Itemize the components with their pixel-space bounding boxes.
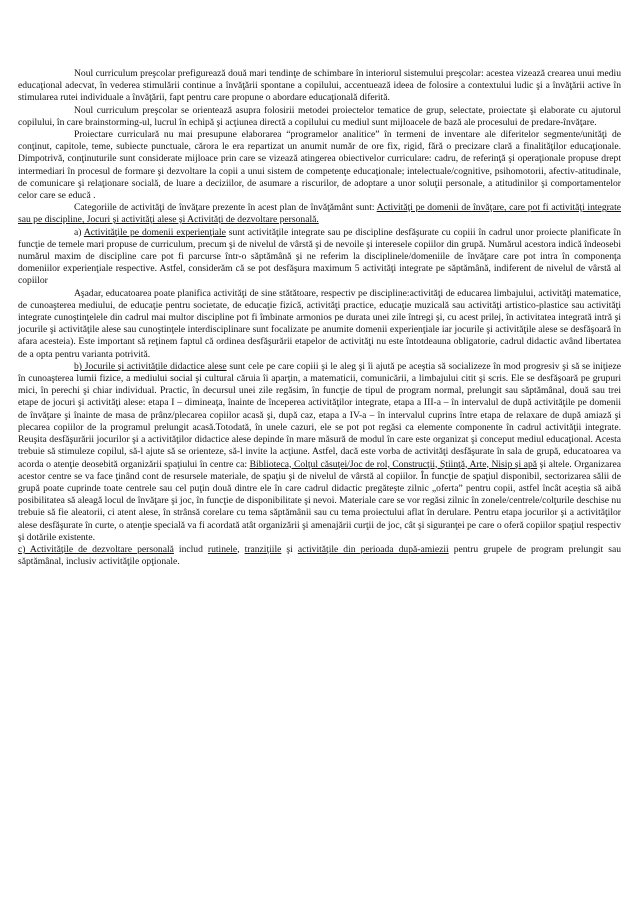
paragraph-personal-development bbox=[18, 544, 621, 568]
paragraph-text: includ bbox=[173, 543, 208, 555]
transitions-term: tranziţiile bbox=[244, 543, 282, 555]
paragraph-curricular-design bbox=[18, 129, 621, 202]
learning-centers-list: Biblioteca, Colţul căsuţei/Joc de rol, Construcţii, Ştiinţă, Arte, Nisip şi apă bbox=[249, 458, 538, 470]
games-activities-heading: b) Jocurile şi activităţile didactice alese bbox=[74, 360, 227, 372]
paragraph-text: Noul curriculum preşcolar se orientează asupra folosirii metodei proiectelor tematice de grup, selectate, proiectate şi elaborate cu ajutorul copilului, în care brainstorming-ul, lucrul în echipă şi acţiunea directă a copilului cu mediul sunt mijloacele de bază ale procesului de predare-învăţare. bbox=[18, 104, 621, 128]
paragraph-text: Aşadar, educatoarea poate planifica activităţi de sine stătătoare, respectiv pe discipline:activităţi de educarea limbajului, activităţi matematice, de cunoaşterea mediului, de educaţie pentru societate, de educaţie fizică, activităţi practice, educaţie muzicală sau activităţi artistico-plastice sau activităţi integrate cunoştinţelele din cadrul mai multor discipline pot fi îmbinate armonios pe durata unei zile întregi şi, cu acest prilej, în activitatea integrată intră şi jocurile şi activităţile alese sau cunoştinţele interdisciplinare sunt focalizate pe anumite domenii experienţiale iar jocurile şi activităţile alese se desfăşoară în afara acesteia). Este important să reţinem faptul că ordinea desfăşurării etapelor de activităţi nu este întotdeauna obligatorie, cadrul didactic având libertatea de a opta pentru varianta potrivită. bbox=[18, 287, 621, 360]
paragraph-text: sunt cele pe care copiii şi le aleg şi îi ajută pe aceştia să socializeze în mod progresiv şi să se iniţieze în cunoaşterea lumii fizice, a mediului social şi cultural căruia îi aparţin, a matematicii, comunicării, a limbajului citit şi scris. Ele se desfăşoară pe grupuri mici, în perechi şi chiar individual. Practic, în decursul unei zile regăsim, în funcţie de tipul de program normal, prelungit sau săptămânal, două sau trei etape de jocuri şi activităţi alese: etapa I – dimineaţa, înainte de începerea activităţilor integrate, etapa a III-a – în intervalul de după activităţile pe domenii de învăţare şi înainte de masa de prânz/plecarea copiilor acasă şi, după caz, etapa a IV-a – în intervalul cuprins între etapa de relaxare de după amiază şi plecarea copiilor de la programul prelungit acasă.Totodată, în unele cazuri, ele se pot pot regăsi ca elemente componente în cadrul activităţii integrate. Reuşita desfăşurării jocurilor şi a activităţilor didactice alese depinde în mare măsură de modul în care este organizat şi conceput mediul educaţional. Acesta trebuie să stimuleze copilul, să-l ajute să se orienteze, să-l invite la acţiune. Astfel, dacă este vorba de activităţi desfăşurate în sala de grupă, educatoarea va acorda o atenţie deosebită organizării spaţiului în centre ca: bbox=[18, 360, 621, 470]
document-page bbox=[18, 68, 621, 568]
paragraph-text: Categoriile de activităţi de învăţare prezente în acest plan de învăţământ sunt: bbox=[74, 202, 377, 214]
list-marker-a: a) bbox=[74, 226, 84, 238]
paragraph-planning-activities bbox=[18, 288, 621, 361]
paragraph-text: , bbox=[237, 543, 245, 555]
paragraph-text: şi bbox=[281, 543, 298, 555]
paragraph-text: Proiectare curriculară nu mai presupune elaborarea “programelor analitice” în termeni de inventare ale diferitelor segmente/unităţi de conţinut, capitole, teme, subiecte punctuale, cărora le era repartizat un anumit număr de ore fix, rigid, fără o precizare clară a finalităţilor educaţionale. Dimpotrivă, conţinuturile sunt considerate mijloace prin care se vizează atingerea obiectivelor curriculare: cadru, de referinţă şi operaţionale propuse drept intermediari în procesul de formare şi dezvoltare la copii a unui sistem de competenţe educaţionale; intelectuale/cognitive, psihomotorii, afectiv-atitudinale, de comunicare şi relaţionare socială, de luare a deciziilor, de asumare a riscurilor, de adoptare a unor soluţii personale, a atitudinilor şi comportamentelor celor care se educă . bbox=[18, 129, 621, 202]
routines-term: rutinele bbox=[207, 543, 238, 555]
paragraph-thematic-projects bbox=[18, 105, 621, 129]
experiential-domains-heading: Activităţile pe domenii experienţiale bbox=[83, 226, 226, 238]
paragraph-curriculum-tendencies bbox=[18, 68, 621, 105]
personal-development-heading: c) Activităţile de dezvoltare personală bbox=[18, 543, 174, 555]
afternoon-activities-term: activităţile din perioada după-amiezii bbox=[297, 543, 449, 555]
paragraph-games-activities bbox=[18, 361, 621, 544]
paragraph-activity-categories bbox=[18, 202, 621, 226]
paragraph-text: sunt activităţile integrate sau pe discipline desfăşurate cu copiii în cadrul unor proiecte planificate în funcţie de temele mari propuse de curriculum, precum şi de nivelul de vârstă şi de nevoile şi interesele copiilor din grupă. Numărul acestora indică îndeosebi numărul maxim de discipline care pot fi parcurse într-o săptămână şi ne referim la disciplinele/domeniile de învăţare care pot intra în componenţa domeniilor experienţiale respective. Astfel, considerăm că se pot desfăşura maximum 5 activităţi integrate pe săptămână, indiferent de nivelul de vârstă al copiilor bbox=[18, 226, 621, 287]
activity-categories-underlined: Activităţi pe domenii de învăţare, care pot fi activităţi integrate sau pe discipline, Jocuri şi activităţi alese şi Activităţi de dezvoltare personală. bbox=[18, 202, 621, 226]
paragraph-text: şi altele. Organizarea acestor centre se va face ţinând cont de resursele materiale, de spaţiu şi de nivelul de vârstă al copiilor. În funcţie de spaţiul disponibil, sectorizarea sălii de grupă poate cuprinde toate centrele sau cel puţin două dintre ele în care cadrul didactic pregăteşte zilnic „oferta” pentru copii, astfel încât aceştia să aibă posibilitatea să aleagă locul de învăţare şi joc, în funcţie de disponibilitate şi nevoi. Materiale care se vor regăsi zilnic în zonele/centrele/colţurile deschise nu trebuie să fie aleatorii, ci atent alese, în strânsă corelare cu tema săptămânii sau cu tema proiectului aflat în derulare. Pentru etapa jocurilor şi a activităţilor alese desfăşurate în curte, o atenţie specială va fi acordată atât organizării şi amenajării curţii de joc, cât şi siguranţei pe care o oferă copiilor spaţiul respectiv şi dotările existente. bbox=[18, 458, 621, 543]
paragraph-text: pentru grupele de program prelungit sau săptămânal, inclusiv activităţile opţionale. bbox=[18, 543, 621, 568]
paragraph-text: Noul curriculum preşcolar prefigurează două mari tendinţe de schimbare în interiorul sistemului preşcolar: acestea vizează crearea unui mediu educaţional adecvat, în vederea stimulării continue a învăţării spontane a copilului, accentuează ideea de folosire a contextului ludic şi a învăţării active în stimularea rutei individuale a învăţării, fapt pentru care propune o abordare educaţională diferită. bbox=[18, 68, 621, 104]
paragraph-experiential-domains bbox=[18, 227, 621, 288]
